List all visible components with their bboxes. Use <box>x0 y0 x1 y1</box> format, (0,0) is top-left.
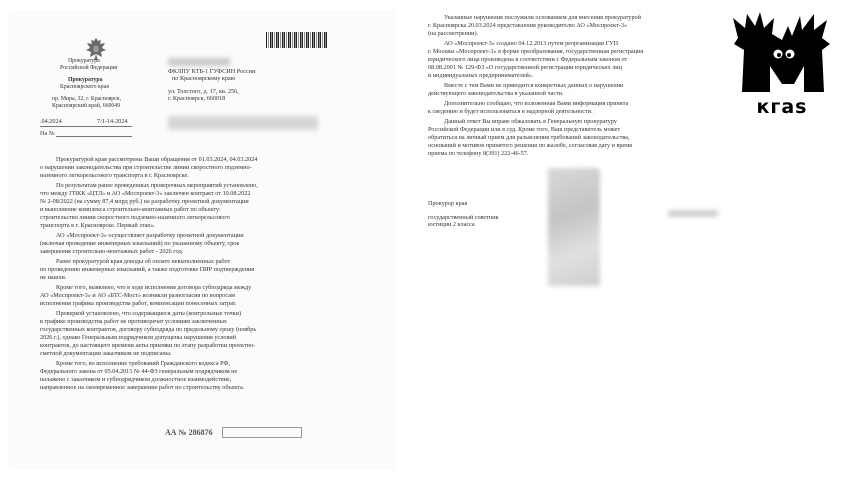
header-line: Прокуратура <box>68 58 100 64</box>
text-line: АО «Моспроект-3» и АО «БТС-Мост» возникли разногласия по вопросам <box>40 292 235 300</box>
header-line: Прокуратура <box>68 77 103 83</box>
redacted-name <box>168 58 230 66</box>
text-line: г. Москвы «Моспроект-3» в форме преобразования, государственная регистрация <box>428 48 644 56</box>
text-line: наземного легкорельсового транспорта в г. Красноярске. <box>40 172 189 180</box>
text-line: Кроме того, выявлено, что в ходе исполнения договора субподряда между <box>56 284 252 291</box>
header-line: пр. Мира, 32, г. Красноярск, <box>52 96 122 102</box>
paragraph <box>428 118 708 158</box>
reference-prefix: На № <box>40 130 55 137</box>
text-line: исполнения графика производства работ, компенсации понесенных затрат. <box>40 300 237 308</box>
text-line: Вместе с тем Вами не приводится конкретных данных о нарушении <box>444 82 624 89</box>
text-line: и индивидуальных предпринимателей». <box>428 72 534 80</box>
addressee-line: по Красноярскому краю <box>172 75 236 82</box>
text-line: (включая проведение инженерных изысканий) по указанному объекту, срок <box>40 240 240 248</box>
reference-underline <box>56 136 132 137</box>
text-line: строительство линии скоростного подземно-наземного легкорельсового <box>40 214 230 222</box>
text-line: направленное на своевременное завершение работ по строительству объекта. <box>40 384 245 392</box>
paragraph <box>40 310 320 359</box>
paragraph <box>40 258 320 282</box>
text-line: 2026 г.), однако Генеральным подрядчиком допущены нарушения условий <box>40 334 237 342</box>
text-line: о нарушении законодательства при строительстве линии скоростного подземно- <box>40 164 252 172</box>
text-line: налажено с заказчиком и субподрядчиком должностное взаимодействие, <box>40 376 232 384</box>
text-line: завершения строительно-монтажных работ - 2026 год. <box>40 248 184 256</box>
paragraph <box>428 40 708 80</box>
text-line: приема по телефону 8(391) 222-46-57. <box>428 150 529 158</box>
text-line: и выполнение комплекса строительно-монтажных работ по объекту: <box>40 206 221 214</box>
text-line: Прокуратурой края рассмотрены Ваши обращения от 01.03.2024, 04.03.2024 <box>56 156 258 163</box>
text-line: Кроме того, во исполнение требований Гражданского кодекса РФ, <box>56 360 230 367</box>
text-line: действующего законодательства в указанной части. <box>428 90 564 98</box>
addressee-line: ФКЛПУ КТБ-1 ГУФСИН России <box>168 68 256 75</box>
paragraph <box>40 156 320 180</box>
paragraph <box>40 284 320 308</box>
redacted-signature <box>548 168 600 286</box>
text-line: не нашли. <box>40 274 67 282</box>
document-number: 7/1-14-2024 <box>97 118 128 125</box>
header-line: Красноярский край, 660049 <box>52 103 121 109</box>
text-line: Дополнительно сообщаю, что изложенная Вами информация принята <box>444 100 629 107</box>
text-line: в графике производства работ не противоречат условиям заключенных <box>40 318 227 326</box>
text-line: Указанные нарушения послужили основанием для внесения прокуратурой <box>444 14 641 21</box>
paragraph <box>428 100 708 116</box>
text-line: сметной документации заказчиком не подписаны. <box>40 350 172 358</box>
text-line: к сведению и будет использоваться в надзорной деятельности. <box>428 108 593 116</box>
registration-stamp <box>222 427 302 438</box>
signatory-rank: государственный советник <box>428 214 499 221</box>
paragraph <box>40 360 320 392</box>
text-line: АО «Моспроект-3» создано 04.12.2013 путем реорганизации ГУП <box>444 40 619 47</box>
text-line: АО «Моспроект-3» осуществляет разработку проектной документации <box>56 232 244 239</box>
text-line: Ранее прокуратурой края доводы об оплате невыполненных работ <box>56 258 231 265</box>
text-line: Данный ответ Вы вправе обжаловать в Генеральную прокуратуру <box>444 118 617 125</box>
text-line: (на рассмотрении). <box>428 30 479 38</box>
addressee-line: ул. Толстого, д. 17, кв. 256, <box>168 88 239 95</box>
text-line: транспорта в г. Красноярске. Первый этап». <box>40 222 156 230</box>
date-underline <box>40 126 132 127</box>
signatory-title: Прокурор края <box>428 200 468 207</box>
redacted-name <box>668 210 718 217</box>
form-serial-number: АА № 286876 <box>165 428 213 437</box>
paragraph <box>40 182 320 231</box>
signatory-rank: юстиции 2 класса <box>428 221 475 228</box>
logo-wordmark: кгаs <box>756 96 808 118</box>
header-line: Красноярского края <box>60 84 109 90</box>
addressee-line: г. Красноярск, 660018 <box>168 95 226 102</box>
text-line: что между ГПКК «ЦТЛ» и АО «Моспроект-3» заключен контракт от 10.08.2022 <box>40 190 251 198</box>
document-date: .04.2024 <box>40 118 62 125</box>
text-line: государственных контрактов, договору субподряда по предельному сроку (ноябрь <box>40 326 257 334</box>
text-line: Проверкой установлено, что содержащиеся даты (контрольные точки) <box>56 310 242 317</box>
text-line: оснований и мотивов принятого решения по жалобе, согласовав дату и время <box>428 142 632 150</box>
text-line: обратиться на личный прием для разъяснения требований законодательства, <box>428 134 630 142</box>
text-line: Российской Федерации или в суд. Кроме того, Ваш представитель может <box>428 126 621 134</box>
text-line: по проведению инженерных изысканий, а также подготовке ПИР подтверждения <box>40 266 255 274</box>
text-line: г. Красноярска 20.03.2024 представления руководителю АО «Моспроект-3» <box>428 22 628 30</box>
document-barcode <box>266 32 328 48</box>
text-line: юридического лица произведена в соответствии с Федеральным законом от <box>428 56 628 64</box>
text-line: 08.08.2001 № 129-ФЗ «О государственной регистрации юридических лиц <box>428 64 622 72</box>
paragraph <box>40 232 320 256</box>
paragraph <box>428 14 708 38</box>
paragraph <box>428 82 708 98</box>
text-line: Федерального закона от 05.04.2013 № 44-ФЗ генеральным подрядчиком не <box>40 368 238 376</box>
text-line: контрактов, до настоящего времени акты приемки по этапу разработки проектно- <box>40 342 256 350</box>
header-line: Российской Федерации <box>60 65 118 71</box>
text-line: По результатам ранее проведенных проверочных мероприятий установлено, <box>56 182 258 189</box>
text-line: № 2-08/2022 (на сумму 87,4 млрд руб.) на разработку проектной документации <box>40 198 249 206</box>
redacted-block <box>168 116 318 130</box>
